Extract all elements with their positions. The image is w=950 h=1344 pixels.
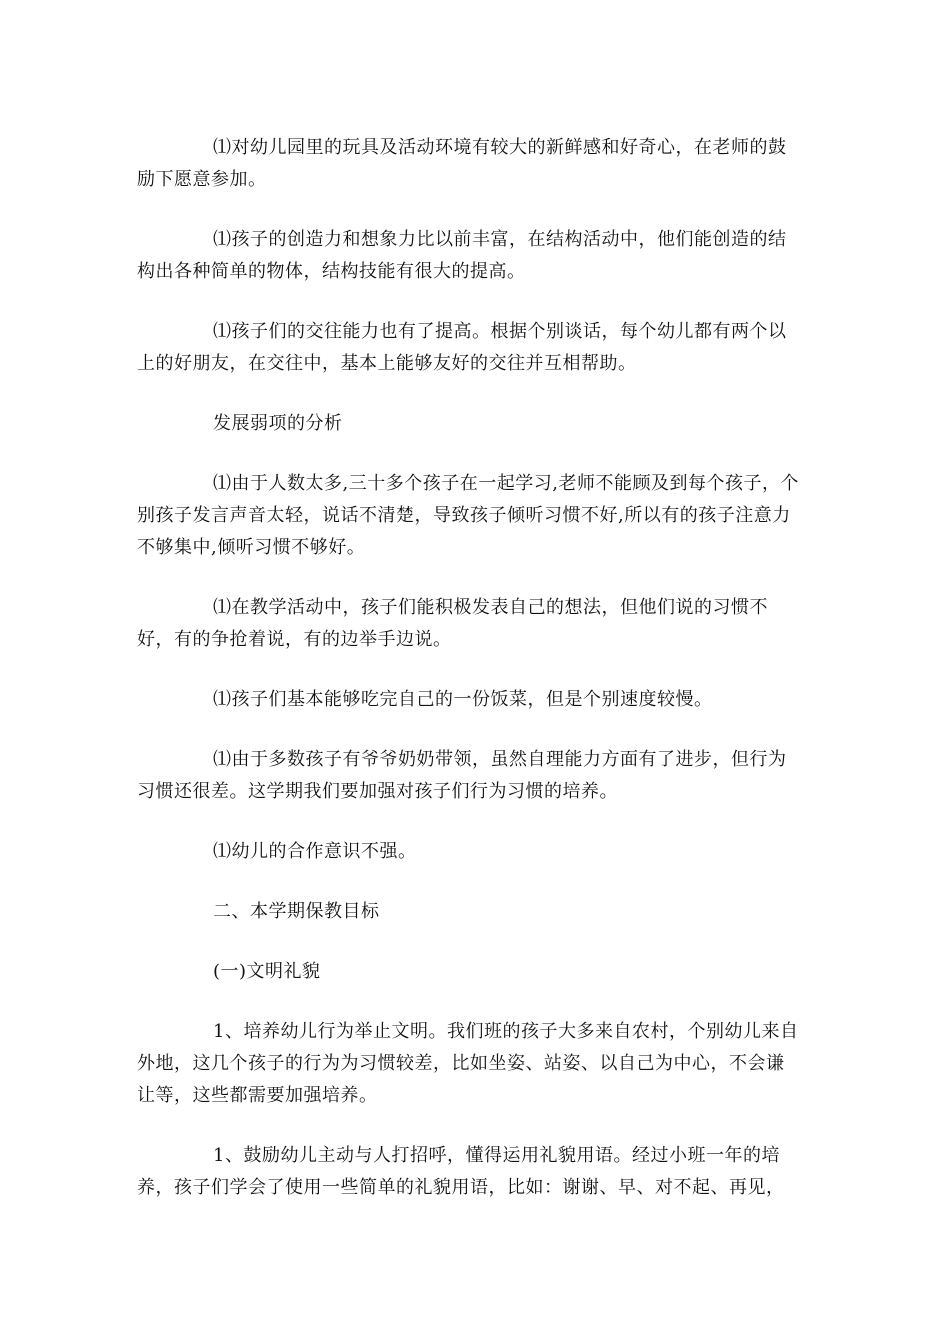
document-body <box>137 132 801 1232</box>
paragraph-strength-social: ⑴孩子们的交往能力也有了提高。根据个别谈话，每个幼儿都有两个以上的好朋友，在交往中，基本上能够友好的交往并互相帮助。 <box>137 321 787 374</box>
paragraph-weakness-behavior: ⑴由于多数孩子有爷爷奶奶带领，虽然自理能力方面有了进步，但行为习惯还很差。这学期我们要加强对孩子们行为习惯的培养。 <box>137 749 787 802</box>
paragraph-weakness-cooperation: ⑴幼儿的合作意识不强。 <box>213 841 417 862</box>
paragraph-weakness-listening: ⑴由于人数太多,三十多个孩子在一起学习,老师不能顾及到每个孩子，个别孩子发言声音太轻，说话不清楚，导致孩子倾听习惯不好,所以有的孩子注意力不够集中,倾听习惯不够好。 <box>137 473 799 558</box>
paragraph-goal-greetings: 1、鼓励幼儿主动与人打招呼，懂得运用礼貌用语。经过小班一年的培养，孩子们学会了使用一些简单的礼貌用语，比如：谢谢、早、对不起、再见， <box>137 1145 785 1198</box>
paragraph-strength-creativity: ⑴孩子的创造力和想象力比以前丰富，在结构活动中，他们能创造的结构出各种简单的物体，结构技能有很大的提高。 <box>137 229 787 282</box>
paragraph-goal-manners: 1、培养幼儿行为举止文明。我们班的孩子大多来自农村，个别幼儿来自外地，这几个孩子的行为为习惯较差，比如坐姿、站姿、以自己为中心，不会谦让等，这些都需要加强培养。 <box>137 1021 799 1106</box>
paragraph-weakness-eating: ⑴孩子们基本能够吃完自己的一份饭菜，但是个别速度较慢。 <box>213 689 713 710</box>
section-heading-weakness-analysis: 发展弱项的分析 <box>213 413 343 434</box>
paragraph-weakness-speaking: ⑴在教学活动中，孩子们能积极发表自己的想法，但他们说的习惯不好，有的争抢着说，有的边举手边说。 <box>137 597 768 650</box>
paragraph-strength-curiosity: ⑴对幼儿园里的玩具及活动环境有较大的新鲜感和好奇心，在老师的鼓励下愿意参加。 <box>137 137 787 190</box>
section-heading-goals: 二、本学期保教目标 <box>213 901 380 922</box>
subsection-heading-courtesy: (一)文明礼貌 <box>213 961 321 982</box>
